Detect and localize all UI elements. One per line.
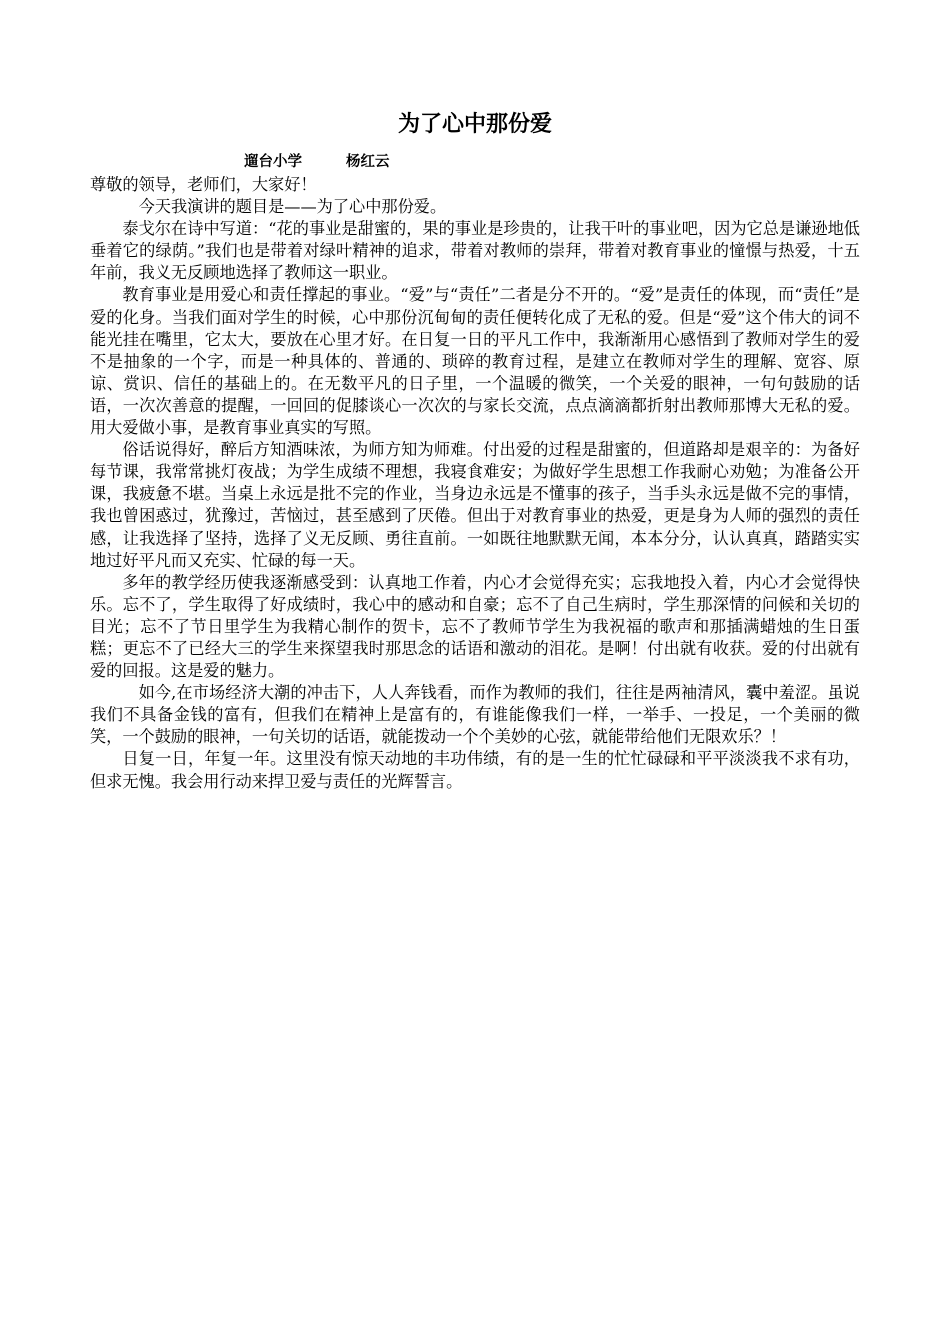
body-paragraph: 多年的教学经历使我逐渐感受到：认真地工作着，内心才会觉得充实；忘我地投入着，内心才会觉得快乐。忘不了，学生取得了好成绩时，我心中的感动和自豪；忘不了自己生病时，学生那深情的问候和关切的目光；忘不了节日里学生为我精心制作的贺卡，忘不了教师节学生为我祝福的歌声和那插满蜡烛的生日蛋糕；更忘不了已经大三的学生来探望我时那思念的话语和激动的泪花。是啊！付出就有收获。爱的付出就有爱的回报。这是爱的魅力。 (90, 572, 860, 681)
body-paragraph: 俗话说得好，醉后方知酒味浓，为师方知为师难。付出爱的过程是甜蜜的，但道路却是艰辛的：为备好每节课，我常常挑灯夜战；为学生成绩不理想，我寝食难安；为做好学生思想工作我耐心劝勉；为准备公开课，我疲惫不堪。当桌上永远是批不完的作业，当身边永远是不懂事的孩子，当手头永远是做不完的事情，我也曾困惑过，犹豫过，苦恼过，甚至感到了厌倦。但出于对教育事业的热爱，更是身为人师的强烈的责任感，让我选择了坚持，选择了义无反顾、勇往直前。一如既往地默默无闻，本本分分，认认真真，踏踏实实地过好平凡而又充实、忙碌的每一天。 (90, 440, 860, 570)
greeting-paragraph: 尊敬的领导，老师们，大家好！ (90, 175, 317, 194)
document-title: 为了心中那份爱 (397, 112, 552, 137)
document-body (90, 174, 860, 793)
body-paragraph: 今天我演讲的题目是——为了心中那份爱。 (138, 197, 447, 217)
author-name: 杨红云 (346, 154, 390, 170)
body-paragraph: 日复一日，年复一年。这里没有惊天动地的丰功伟绩，有的是一生的忙忙碌碌和平平淡淡我不求有功，但求无愧。我会用行动来捍卫爱与责任的光辉誓言。 (90, 749, 860, 791)
body-paragraph: 如今,在市场经济大潮的冲击下，人人奔钱看，而作为教师的我们，往往是两袖清风，囊中羞涩。虽说我们不具备金钱的富有，但我们在精神上是富有的，有谁能像我们一样，一举手、一投足，一个美丽的微笑，一个鼓励的眼神，一句关切的话语，就能拨动一个个美妙的心弦，就能带给他们无限欢乐？！ (90, 683, 860, 747)
body-paragraph: 教育事业是用爱心和责任撑起的事业。“爱”与“责任”二者是分不开的。“爱”是责任的体现，而“责任”是爱的化身。当我们面对学生的时候，心中那份沉甸甸的责任便转化成了无私的爱。但是“爱”这个伟大的词不能光挂在嘴里，它太大，要放在心里才好。在日复一日的平凡工作中，我渐渐用心感悟到了教师对学生的爱不是抽象的一个字，而是一种具体的、普通的、琐碎的教育过程，是建立在教师对学生的理解、宽容、原谅、赏识、信任的基础上的。在无数平凡的日子里，一个温暖的微笑，一个关爱的眼神，一句句鼓励的话语，一次次善意的提醒，一回回的促膝谈心一次次的与家长交流，点点滴滴都折射出教师那博大无私的爱。用大爱做小事，是教育事业真实的写照。 (90, 285, 860, 438)
body-paragraph: 泰戈尔在诗中写道：“花的事业是甜蜜的，果的事业是珍贵的，让我干叶的事业吧，因为它总是谦逊地低垂着它的绿荫。”我们也是带着对绿叶精神的追求，带着对教师的崇拜，带着对教育事业的憧憬与热爱，十五年前，我义无反顾地选择了教师这一职业。 (90, 219, 860, 283)
school-name: 遛台小学 (244, 154, 302, 170)
byline (244, 152, 390, 172)
